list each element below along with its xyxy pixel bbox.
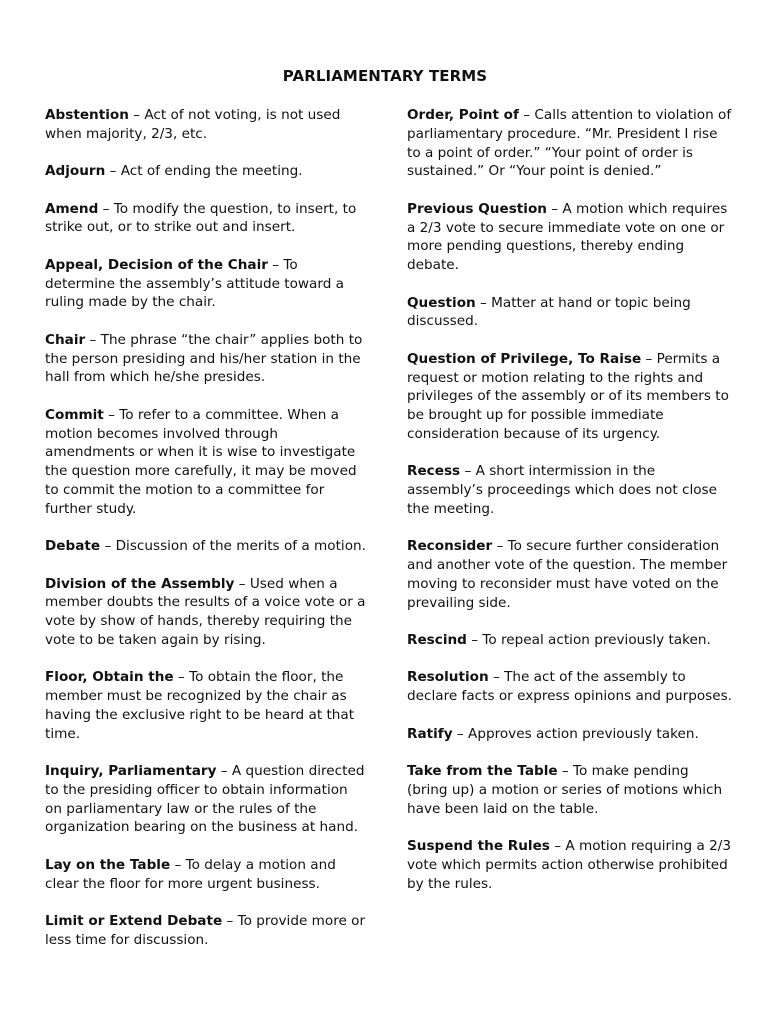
glossary-term: Question bbox=[407, 294, 476, 311]
glossary-definition: – A motion requiring a 2/3 vote which permits action otherwise prohibited by the rules. bbox=[407, 838, 732, 892]
glossary-term: Appeal, Decision of the Chair bbox=[45, 256, 268, 273]
glossary-entry bbox=[45, 256, 367, 312]
glossary-definition: – To repeal action previously taken. bbox=[466, 632, 711, 649]
glossary-definition: – To secure further consideration and another vote of the question. The member moving to reconsider must have voted on the prevailing side. bbox=[407, 538, 728, 611]
glossary-term: Division of the Assembly bbox=[45, 575, 235, 592]
glossary-term: Debate bbox=[45, 538, 101, 555]
glossary-definition: – To provide more or less time for discussion. bbox=[45, 913, 366, 948]
glossary-term: Limit or Extend Debate bbox=[45, 913, 223, 930]
glossary-entry bbox=[45, 912, 367, 950]
glossary-term: Commit bbox=[45, 406, 104, 423]
glossary-entry bbox=[407, 294, 732, 332]
glossary-term: Inquiry, Parliamentary bbox=[45, 763, 217, 780]
glossary-entry bbox=[407, 631, 732, 650]
glossary-definition: – Discussion of the merits of a motion. bbox=[100, 538, 366, 555]
glossary-term: Ratify bbox=[407, 725, 453, 742]
glossary-entry bbox=[45, 537, 367, 556]
glossary-entry bbox=[45, 162, 367, 181]
glossary-definition: – To refer to a committee. When a motion becomes involved through amendments or when it is wise to investigate the question more carefully, it may be moved to commit the motion to a committee for further study. bbox=[45, 406, 357, 517]
glossary-definition: – A question directed to the presiding officer to obtain information on parliamentary law or the rules of the organization bearing on the business at hand. bbox=[45, 763, 365, 836]
glossary-term: Chair bbox=[45, 331, 86, 348]
glossary-entry bbox=[407, 462, 732, 518]
glossary-definition: – Act of ending the meeting. bbox=[105, 163, 303, 180]
glossary-definition: – Approves action previously taken. bbox=[452, 725, 699, 742]
glossary-term: Previous Question bbox=[407, 200, 547, 217]
glossary-definition: – To make pending (bring up) a motion or series of motions which have been laid on the table. bbox=[407, 763, 723, 817]
left-column bbox=[45, 106, 367, 968]
glossary-entry bbox=[45, 762, 367, 837]
glossary-term: Adjourn bbox=[45, 163, 106, 180]
glossary-entry bbox=[407, 725, 732, 744]
glossary-entry bbox=[45, 856, 367, 894]
glossary-term: Abstention bbox=[45, 107, 129, 123]
glossary-term: Question of Privilege, To Raise bbox=[407, 350, 642, 367]
glossary-definition: – A short intermission in the assembly’s proceedings which does not close the meeting. bbox=[407, 463, 717, 517]
glossary-entry bbox=[407, 668, 732, 706]
glossary-definition: – The act of the assembly to declare facts or express opinions and purposes. bbox=[407, 669, 733, 705]
glossary-entry bbox=[45, 668, 367, 743]
glossary-term: Recess bbox=[407, 463, 461, 480]
glossary-entry bbox=[45, 406, 367, 519]
glossary-entry bbox=[407, 762, 732, 818]
glossary-entry bbox=[45, 106, 367, 144]
glossary-term: Resolution bbox=[407, 669, 489, 686]
glossary-entry bbox=[407, 837, 732, 893]
glossary-entry bbox=[407, 350, 732, 444]
glossary-term: Take from the Table bbox=[407, 763, 558, 780]
glossary-definition: – To delay a motion and clear the floor for more urgent business. bbox=[45, 856, 336, 892]
glossary-entry bbox=[407, 537, 732, 612]
glossary-entry bbox=[45, 200, 367, 238]
glossary-term: Suspend the Rules bbox=[407, 838, 550, 855]
glossary-term: Floor, Obtain the bbox=[45, 669, 174, 686]
glossary-term: Rescind bbox=[407, 632, 467, 649]
glossary-term: Reconsider bbox=[407, 538, 493, 555]
glossary-entry bbox=[407, 200, 732, 275]
glossary-definition: – To modify the question, to insert, to strike out, or to strike out and insert. bbox=[45, 200, 357, 236]
glossary-definition: – Matter at hand or topic being discussed. bbox=[407, 294, 691, 330]
right-column bbox=[407, 106, 732, 912]
glossary-definition: – Calls attention to violation of parliamentary procedure. “Mr. President I rise to a point of order.” “Your point of order is sustained.” Or “Your point is denied.” bbox=[407, 107, 732, 180]
glossary-definition: – Act of not voting, is not used when majority, 2/3, etc. bbox=[45, 107, 341, 142]
glossary-term: Order, Point of bbox=[407, 107, 519, 123]
glossary-definition: – To determine the assembly’s attitude toward a ruling made by the chair. bbox=[45, 256, 345, 311]
glossary-definition: – Used when a member doubts the results of a voice vote or a vote by show of hands, thereby requiring the vote to be taken again by rising. bbox=[45, 575, 366, 648]
glossary-entry bbox=[45, 331, 367, 387]
glossary-definition: – Permits a request or motion relating to the rights and privileges of the assembly or of its members to be brought up for possible immediate consideration because of its urgency. bbox=[407, 350, 729, 442]
glossary-entry bbox=[407, 106, 732, 181]
page-title: PARLIAMENTARY TERMS bbox=[282, 67, 488, 85]
glossary-definition: – The phrase “the chair” applies both to the person presiding and his/her station in the hall from which he/she presides. bbox=[45, 331, 363, 386]
glossary-term: Lay on the Table bbox=[45, 856, 171, 873]
glossary-definition: – A motion which requires a 2/3 vote to secure immediate vote on one or more pending questions, thereby ending debate. bbox=[407, 200, 728, 274]
glossary-entry bbox=[45, 575, 367, 650]
glossary-definition: – To obtain the floor, the member must be recognized by the chair as having the exclusive right to be heard at that time. bbox=[45, 669, 355, 742]
glossary-term: Amend bbox=[45, 200, 99, 217]
